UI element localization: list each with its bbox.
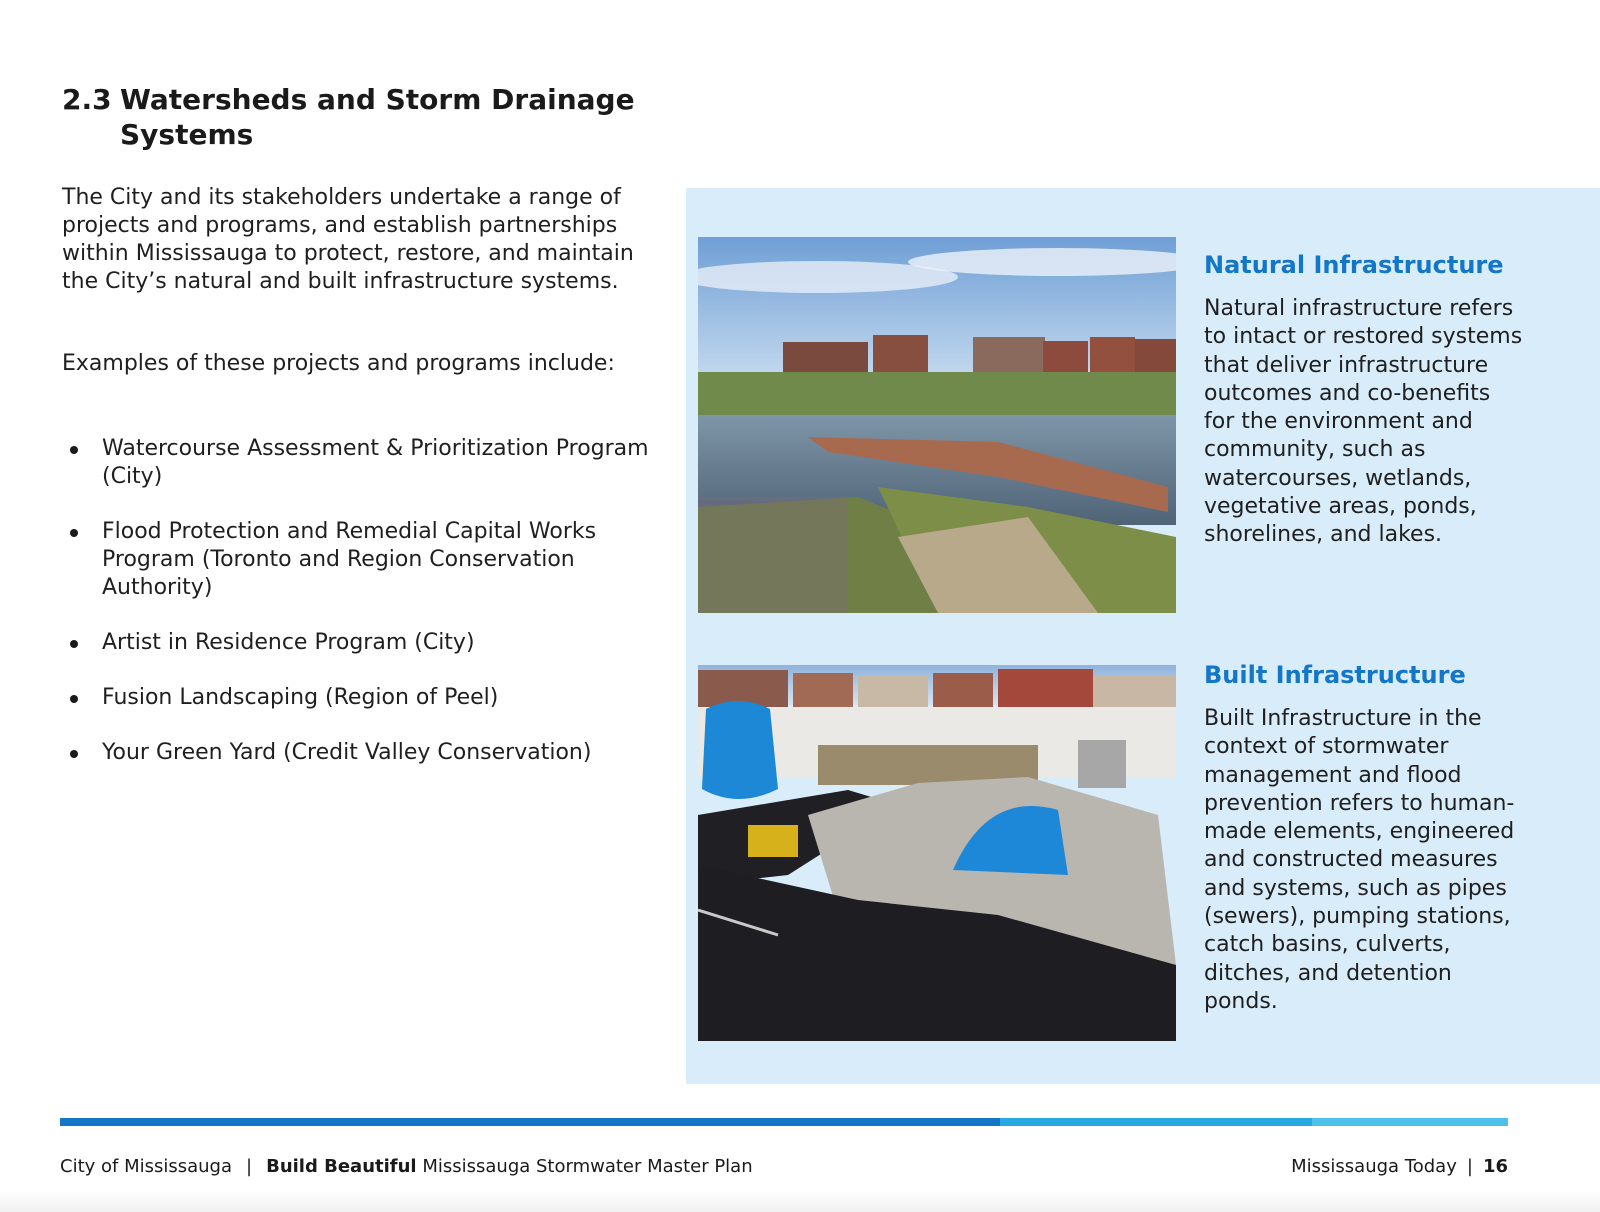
page-number: 16 xyxy=(1482,1156,1508,1177)
footer-rule-mid xyxy=(1000,1118,1312,1126)
program-list xyxy=(62,435,652,794)
footer-rule-light xyxy=(1312,1118,1508,1126)
list-item xyxy=(62,739,652,767)
built-infrastructure-photo xyxy=(698,665,1176,1041)
footer-document-title xyxy=(60,1155,753,1179)
bullet-icon xyxy=(70,750,78,758)
footer-separator: | xyxy=(246,1156,253,1177)
footer-section-name: Mississauga Today xyxy=(1291,1156,1457,1177)
examples-intro: Examples of these projects and programs include: xyxy=(62,351,615,376)
list-item-text: Your Green Yard (Credit Valley Conservation) xyxy=(102,740,592,765)
list-item-text: Fusion Landscaping (Region of Peel) xyxy=(102,685,499,710)
section-title: Watersheds and Storm Drainage Systems xyxy=(120,83,635,151)
list-item xyxy=(62,518,652,602)
list-item-text: Watercourse Assessment & Prioritization Program (City) xyxy=(102,436,649,489)
list-item-text: Flood Protection and Remedial Capital Works Program (Toronto and Region Conservation Authority) xyxy=(102,519,597,600)
footer-rule-dark xyxy=(60,1118,1000,1126)
bullet-icon xyxy=(70,695,78,703)
list-item xyxy=(62,629,652,657)
infrastructure-panel xyxy=(686,188,1600,1084)
list-item xyxy=(62,684,652,712)
footer-doc-name: Mississauga Stormwater Master Plan xyxy=(422,1156,753,1177)
natural-infrastructure-title: Natural Infrastructure xyxy=(1204,251,1504,279)
footer-separator: | xyxy=(1466,1156,1473,1177)
footer-page-info xyxy=(1291,1155,1508,1179)
natural-infrastructure-body: Natural infrastructure refers to intact or restored systems that deliver infrastructure outcomes and co-benefits for the environment and community, such as watercourses, wetlands, vegetative areas, ponds, shorelines, and lakes. xyxy=(1204,296,1523,548)
footer-doc-bold: Build Beautiful xyxy=(266,1156,417,1177)
list-item-text: Artist in Residence Program (City) xyxy=(102,630,475,655)
bullet-icon xyxy=(70,640,78,648)
natural-infrastructure-text xyxy=(1204,250,1524,550)
built-infrastructure-title: Built Infrastructure xyxy=(1204,661,1466,689)
pond-landscape-image xyxy=(698,237,1176,613)
built-infrastructure-body: Built Infrastructure in the context of stormwater management and flood prevention refers to human-made elements, engineered and constructed measures and systems, such as pipes (sewers), pumping stations, catch basins, culverts, ditches, and detention ponds. xyxy=(1204,706,1515,1014)
bullet-icon xyxy=(70,446,78,454)
section-number: 2.3 xyxy=(62,83,112,116)
natural-infrastructure-photo xyxy=(698,237,1176,613)
list-item xyxy=(62,435,652,491)
construction-site-image xyxy=(698,665,1176,1041)
footer-org: City of Mississauga xyxy=(60,1156,233,1177)
intro-paragraph: The City and its stakeholders undertake a range of projects and programs, and establish partnerships within Mississauga to protect, restore, and maintain the City’s natural and built infrastructure systems. xyxy=(62,185,634,294)
bullet-icon xyxy=(70,529,78,537)
section-heading xyxy=(62,82,680,152)
page-bottom-edge xyxy=(0,1190,1600,1212)
built-infrastructure-text xyxy=(1204,660,1524,1016)
